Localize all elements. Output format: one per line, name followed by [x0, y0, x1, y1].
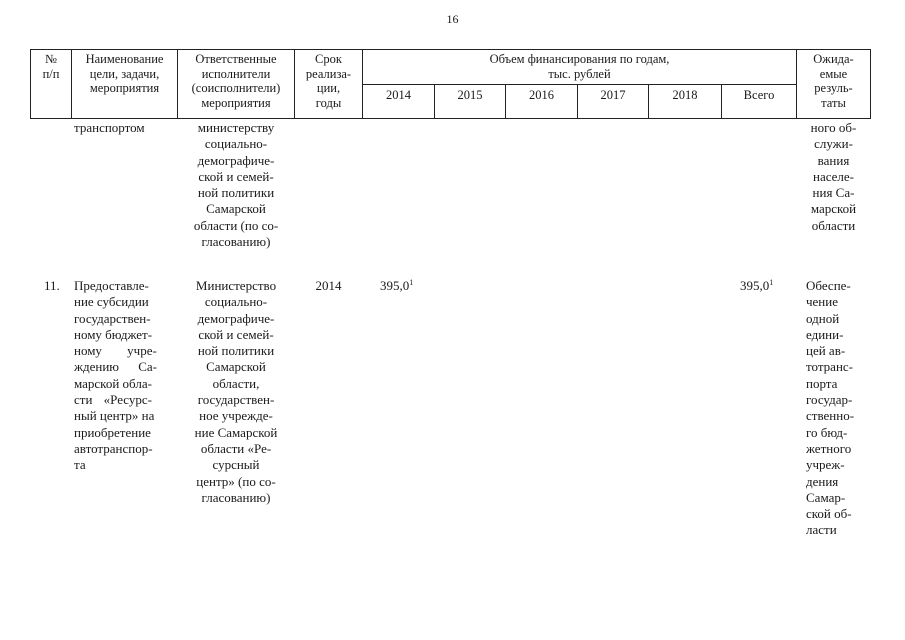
header-year-2014: 2014: [386, 88, 411, 102]
row-11-amount-2014: 395,0$^1$: [380, 278, 414, 293]
continuation-name: транспортом: [74, 120, 145, 135]
continuation-result: ного об- служи- вания населе- ния Са- марской области: [810, 120, 857, 233]
header-name: Наименование цели, задачи, мероприятия: [85, 52, 164, 95]
footnote-mark: 1: [769, 278, 774, 287]
row-11-term: 2014: [315, 278, 342, 293]
header-year-2016: 2016: [529, 88, 554, 102]
header-year-2018: 2018: [672, 88, 698, 102]
header-year-2017: 2017: [600, 88, 626, 102]
row-11-name: Предоставле- ние субсидии государствен- ному бюджет- ному учре- ждению Са- марской обла- сти «Ресурс- ный центр» на приобретение автотранспор- та: [74, 278, 158, 473]
header-total: Всего: [743, 88, 775, 102]
row-11-result: Обеспе- чение одной едини- цей ав- тотранс- порта государ- ственно- го бюд- жетного учреж- дения Самар- ской об- ласти: [806, 278, 855, 538]
page-number: 16: [446, 12, 459, 26]
header-year-2015: 2015: [457, 88, 483, 102]
header-result: Ожида- емые резуль- таты: [813, 52, 854, 110]
footnote-mark: 1: [409, 278, 414, 287]
row-11-responsible: Министерство социально- демографиче- ской и семей- ной политики Самарской области, государствен- ное учрежде- ние Самарской области «Ре- сурсный центр» (по со- гласованию): [194, 278, 278, 505]
continuation-responsible: министерству социально- демографиче- ской и семей- ной политики Самарской области (по со- гласованию): [193, 120, 279, 250]
header-responsible: Ответственные исполнители (соисполнители) мероприятия: [191, 52, 281, 110]
header-number: № п/п: [42, 52, 60, 81]
row-11-amount-total: 395,0$^1$: [740, 278, 774, 293]
header-funding: Объем финансирования по годам, тыс. рублей: [489, 52, 670, 81]
header-term: Срок реализа- ции, годы: [305, 52, 352, 110]
row-11-number: 11.: [44, 278, 60, 293]
